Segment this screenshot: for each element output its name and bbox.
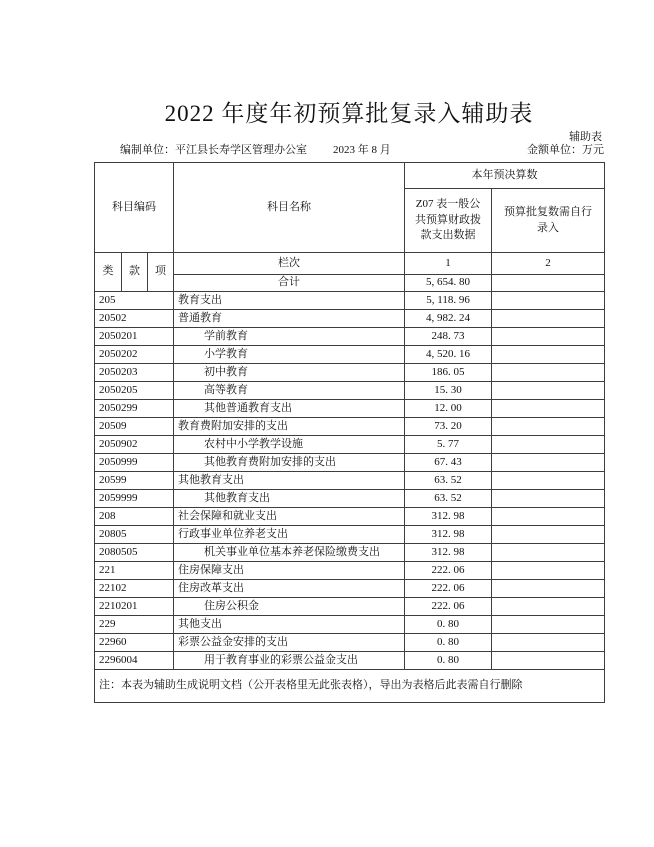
subject-code: 2059999 bbox=[95, 490, 174, 508]
prepared-by: 编制单位：平江县长寿学区管理办公室 bbox=[120, 144, 307, 156]
table-row bbox=[95, 346, 605, 364]
subject-code: 2050202 bbox=[95, 346, 174, 364]
subject-name: 小学教育 bbox=[174, 346, 405, 364]
budget-value: 12. 00 bbox=[405, 400, 492, 418]
subject-name: 教育支出 bbox=[174, 292, 405, 310]
subject-code: 205 bbox=[95, 292, 174, 310]
manual-entry-value bbox=[492, 562, 605, 580]
subject-name: 其他教育费附加安排的支出 bbox=[174, 454, 405, 472]
table-row bbox=[95, 652, 605, 670]
subject-name: 初中教育 bbox=[174, 364, 405, 382]
table-row bbox=[95, 436, 605, 454]
subject-code: 2050999 bbox=[95, 454, 174, 472]
budget-value: 4, 520. 16 bbox=[405, 346, 492, 364]
subject-code: 20502 bbox=[95, 310, 174, 328]
subject-code: 20509 bbox=[95, 418, 174, 436]
subject-code: 2050203 bbox=[95, 364, 174, 382]
manual-entry-value bbox=[492, 652, 605, 670]
table-row bbox=[95, 310, 605, 328]
subject-code: 208 bbox=[95, 508, 174, 526]
corner-label: 辅助表 bbox=[569, 131, 602, 143]
budget-value: 312. 98 bbox=[405, 526, 492, 544]
table-row bbox=[95, 580, 605, 598]
subject-name-header: 科目名称 bbox=[174, 163, 405, 253]
subject-code: 2050902 bbox=[95, 436, 174, 454]
table-row bbox=[95, 472, 605, 490]
table-header bbox=[95, 163, 605, 292]
budget-value: 248. 73 bbox=[405, 328, 492, 346]
subject-name: 住房改革支出 bbox=[174, 580, 405, 598]
table-row bbox=[95, 508, 605, 526]
header-row-lanci bbox=[95, 253, 605, 275]
class-header: 类 bbox=[95, 253, 122, 292]
subject-name: 机关事业单位基本养老保险缴费支出 bbox=[174, 544, 405, 562]
table-row bbox=[95, 364, 605, 382]
subject-code: 2050205 bbox=[95, 382, 174, 400]
subject-name: 行政事业单位养老支出 bbox=[174, 526, 405, 544]
subject-code: 2080505 bbox=[95, 544, 174, 562]
manual-entry-value bbox=[492, 328, 605, 346]
table-row bbox=[95, 544, 605, 562]
manual-entry-value bbox=[492, 436, 605, 454]
subject-name: 学前教育 bbox=[174, 328, 405, 346]
manual-entry-value bbox=[492, 292, 605, 310]
subject-code: 2296004 bbox=[95, 652, 174, 670]
budget-value: 222. 06 bbox=[405, 580, 492, 598]
budget-value: 4, 982. 24 bbox=[405, 310, 492, 328]
total-value: 5, 654. 80 bbox=[405, 275, 492, 292]
table-row bbox=[95, 400, 605, 418]
budget-value: 5. 77 bbox=[405, 436, 492, 454]
table-row bbox=[95, 634, 605, 652]
subject-name: 住房公积金 bbox=[174, 598, 405, 616]
table-row bbox=[95, 382, 605, 400]
prepared-by-and-date bbox=[94, 141, 391, 157]
subject-code: 2050299 bbox=[95, 400, 174, 418]
col1-header: Z07 表一般公共预算财政拨款支出数据 bbox=[405, 189, 492, 253]
manual-entry-value bbox=[492, 508, 605, 526]
manual-entry-value bbox=[492, 400, 605, 418]
table-row bbox=[95, 598, 605, 616]
table-row bbox=[95, 454, 605, 472]
amount-unit: 金额单位：万元 bbox=[527, 144, 604, 156]
budget-value: 73. 20 bbox=[405, 418, 492, 436]
meta-line bbox=[94, 141, 604, 157]
subject-name: 高等教育 bbox=[174, 382, 405, 400]
col1-index: 1 bbox=[405, 253, 492, 275]
budget-value: 0. 80 bbox=[405, 616, 492, 634]
col2-index: 2 bbox=[492, 253, 605, 275]
budget-table bbox=[94, 162, 605, 703]
subject-code: 22960 bbox=[95, 634, 174, 652]
subject-code: 2210201 bbox=[95, 598, 174, 616]
current-year-group-header: 本年预决算数 bbox=[405, 163, 605, 189]
header-row-group bbox=[95, 163, 605, 189]
subject-name: 用于教育事业的彩票公益金支出 bbox=[174, 652, 405, 670]
manual-entry-value bbox=[492, 616, 605, 634]
subject-name: 彩票公益金安排的支出 bbox=[174, 634, 405, 652]
page-title: 2022 年度年初预算批复录入辅助表 bbox=[164, 101, 534, 126]
budget-value: 222. 06 bbox=[405, 598, 492, 616]
manual-entry-value bbox=[492, 346, 605, 364]
subject-name: 教育费附加安排的支出 bbox=[174, 418, 405, 436]
subject-code: 221 bbox=[95, 562, 174, 580]
subject-code: 2050201 bbox=[95, 328, 174, 346]
budget-value: 0. 80 bbox=[405, 652, 492, 670]
budget-value: 67. 43 bbox=[405, 454, 492, 472]
subject-name: 社会保障和就业支出 bbox=[174, 508, 405, 526]
budget-value: 312. 98 bbox=[405, 544, 492, 562]
table-row bbox=[95, 616, 605, 634]
budget-value: 63. 52 bbox=[405, 490, 492, 508]
budget-value: 0. 80 bbox=[405, 634, 492, 652]
subject-name: 其他普通教育支出 bbox=[174, 400, 405, 418]
section-header: 款 bbox=[122, 253, 148, 292]
col2-header: 预算批复数需自行录入 bbox=[492, 189, 605, 253]
subject-name: 农村中小学教学设施 bbox=[174, 436, 405, 454]
budget-value: 5, 118. 96 bbox=[405, 292, 492, 310]
table-row bbox=[95, 562, 605, 580]
manual-entry-value bbox=[492, 310, 605, 328]
report-date: 2023 年 8 月 bbox=[333, 144, 391, 156]
manual-entry-value bbox=[492, 418, 605, 436]
item-header: 项 bbox=[148, 253, 174, 292]
table-row bbox=[95, 418, 605, 436]
subject-name: 其他教育支出 bbox=[174, 490, 405, 508]
manual-entry-value bbox=[492, 634, 605, 652]
manual-entry-value bbox=[492, 598, 605, 616]
subject-code-header: 科目编码 bbox=[95, 163, 174, 253]
manual-entry-value bbox=[492, 490, 605, 508]
subject-code: 229 bbox=[95, 616, 174, 634]
manual-entry-value bbox=[492, 364, 605, 382]
manual-entry-value bbox=[492, 544, 605, 562]
subject-name: 其他教育支出 bbox=[174, 472, 405, 490]
table-body bbox=[95, 292, 605, 670]
table-row bbox=[95, 328, 605, 346]
subject-code: 22102 bbox=[95, 580, 174, 598]
lanci-label: 栏次 bbox=[174, 253, 405, 275]
subject-code: 20599 bbox=[95, 472, 174, 490]
table-row bbox=[95, 292, 605, 310]
manual-entry-value bbox=[492, 580, 605, 598]
manual-entry-value bbox=[492, 382, 605, 400]
manual-entry-value bbox=[492, 526, 605, 544]
budget-value: 186. 05 bbox=[405, 364, 492, 382]
total-manual-value bbox=[492, 275, 605, 292]
table-row bbox=[95, 490, 605, 508]
table-row bbox=[95, 526, 605, 544]
subject-name: 普通教育 bbox=[174, 310, 405, 328]
subject-name: 住房保障支出 bbox=[174, 562, 405, 580]
table-footer bbox=[95, 670, 605, 703]
budget-value: 222. 06 bbox=[405, 562, 492, 580]
budget-value: 63. 52 bbox=[405, 472, 492, 490]
subject-name: 其他支出 bbox=[174, 616, 405, 634]
total-label: 合计 bbox=[174, 275, 405, 292]
note-row bbox=[95, 670, 605, 703]
manual-entry-value bbox=[492, 472, 605, 490]
subject-code: 20805 bbox=[95, 526, 174, 544]
budget-value: 312. 98 bbox=[405, 508, 492, 526]
manual-entry-value bbox=[492, 454, 605, 472]
note-text: 注：本表为辅助生成说明文档（公开表格里无此张表格），导出为表格后此表需自行删除 bbox=[95, 670, 605, 703]
budget-value: 15. 30 bbox=[405, 382, 492, 400]
